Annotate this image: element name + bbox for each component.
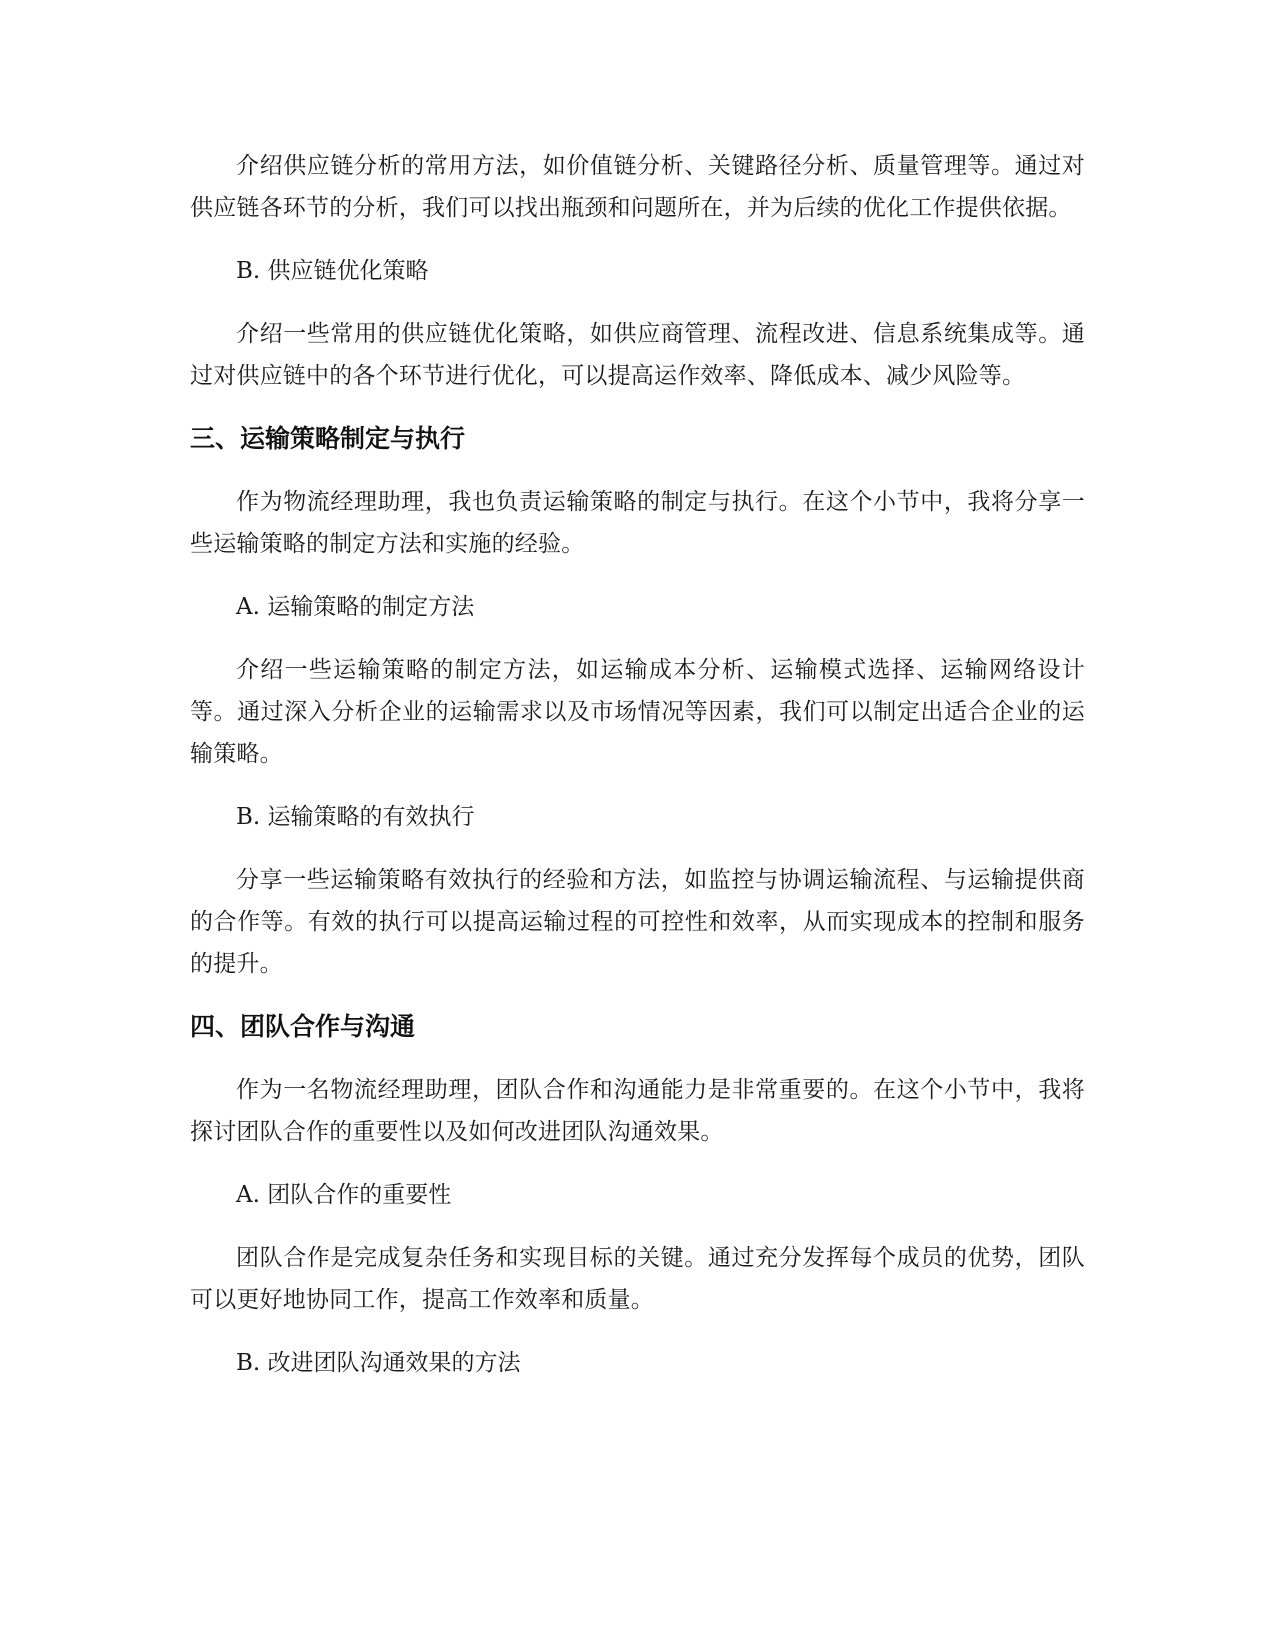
subheading-transport-execution: B. 运输策略的有效执行	[236, 804, 475, 830]
paragraph-transport-intro: 作为物流经理助理，我也负责运输策略的制定与执行。在这个小节中，我将分享一些运输策略的制定方法和实施的经验。	[190, 489, 1085, 557]
paragraph-teamwork-intro: 作为一名物流经理助理，团队合作和沟通能力是非常重要的。在这个小节中，我将探讨团队合作的重要性以及如何改进团队沟通效果。	[190, 1077, 1085, 1145]
paragraph-supply-chain-optimization: 介绍一些常用的供应链优化策略，如供应商管理、流程改进、信息系统集成等。通过对供应链中的各个环节进行优化，可以提高运作效率、降低成本、减少风险等。	[190, 321, 1085, 389]
subheading-supply-chain-optimization: B. 供应链优化策略	[236, 258, 429, 284]
section-heading-teamwork: 四、团队合作与沟通	[190, 1012, 416, 1041]
subheading-teamwork-importance: A. 团队合作的重要性	[236, 1182, 452, 1208]
subheading-communication-methods: B. 改进团队沟通效果的方法	[236, 1350, 521, 1376]
paragraph-transport-methods: 介绍一些运输策略的制定方法，如运输成本分析、运输模式选择、运输网络设计等。通过深入分析企业的运输需求以及市场情况等因素，我们可以制定出适合企业的运输策略。	[190, 657, 1085, 767]
section-heading-transport-strategy: 三、运输策略制定与执行	[190, 424, 466, 453]
paragraph-teamwork-importance: 团队合作是完成复杂任务和实现目标的关键。通过充分发挥每个成员的优势，团队可以更好地协同工作，提高工作效率和质量。	[190, 1245, 1085, 1313]
paragraph-transport-execution: 分享一些运输策略有效执行的经验和方法，如监控与协调运输流程、与运输提供商的合作等。有效的执行可以提高运输过程的可控性和效率，从而实现成本的控制和服务的提升。	[190, 867, 1085, 977]
paragraph-supply-chain-analysis: 介绍供应链分析的常用方法，如价值链分析、关键路径分析、质量管理等。通过对供应链各环节的分析，我们可以找出瓶颈和问题所在，并为后续的优化工作提供依据。	[190, 153, 1085, 221]
subheading-transport-methods: A. 运输策略的制定方法	[236, 594, 475, 620]
